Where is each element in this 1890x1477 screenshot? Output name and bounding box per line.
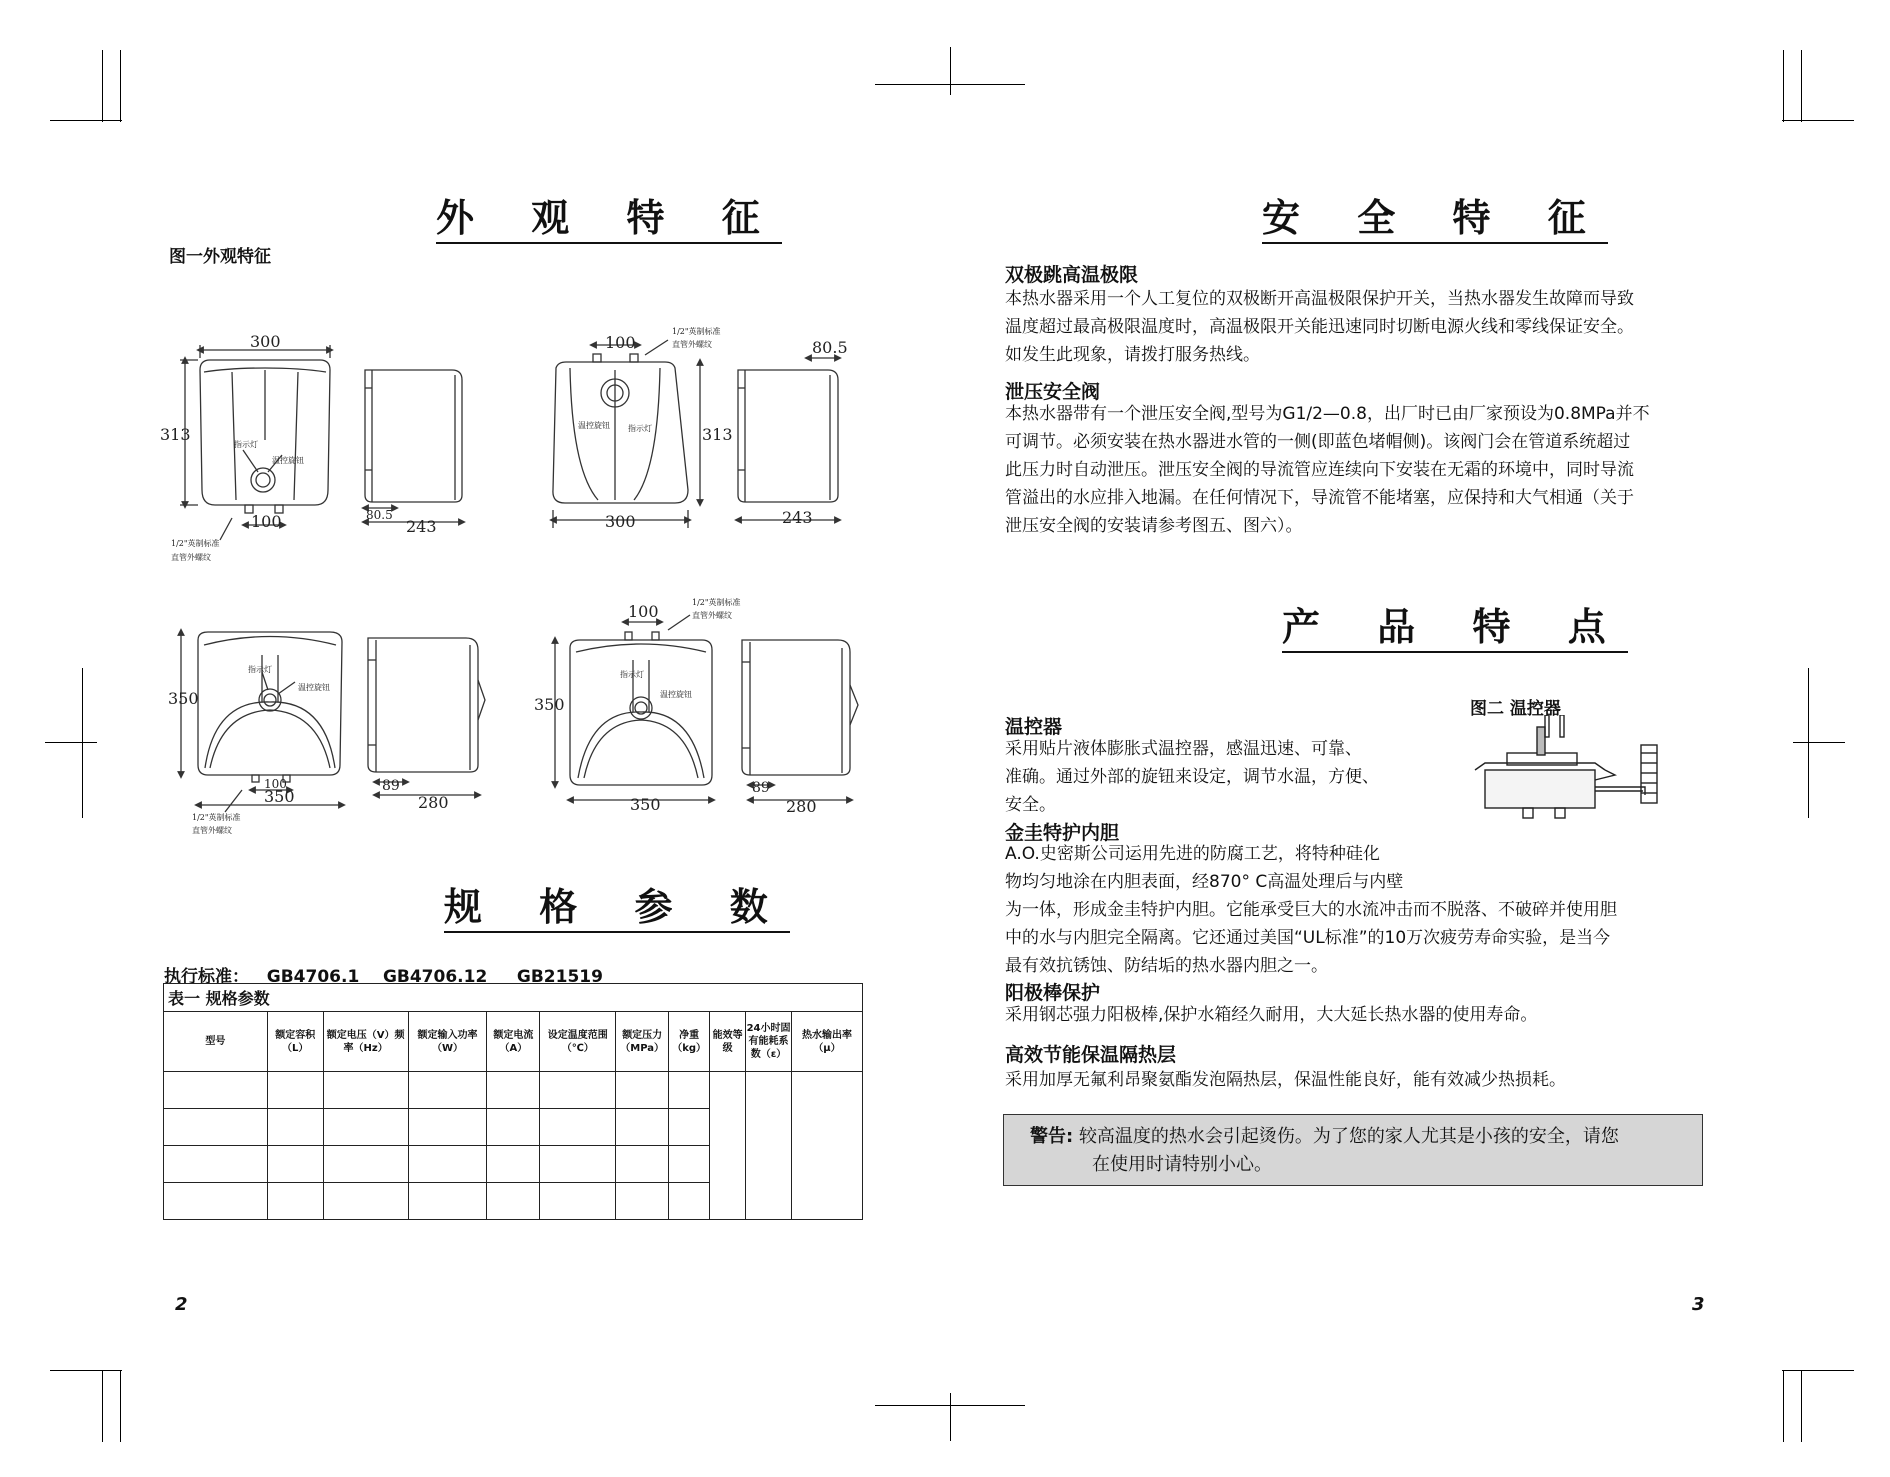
d4-height-label: 313 <box>702 425 733 444</box>
table-caption: 表一 规格参数 <box>164 984 863 1012</box>
table-header-row <box>164 1012 863 1072</box>
d5-indicator-label: 指示灯 <box>248 665 272 674</box>
d8-depth-label: 280 <box>786 797 817 816</box>
d3-pipe-note-1: 1/2"英制标准 <box>672 327 721 336</box>
drawing8-side-view <box>742 640 858 800</box>
f2-line: 为一体，形成金圭特护内胆。它能承受巨大的水流冲击而不脱落、不破碎并使用胆 <box>1005 900 1617 920</box>
f3-line: 采用钢芯强力阳极棒,保护水箱经久耐用，大大延长热水器的使用寿命。 <box>1005 1005 1538 1025</box>
d5-width-label: 350 <box>264 787 295 806</box>
header-cell: 额定压力（MPa） <box>616 1012 669 1072</box>
d4-offset-label: 80.5 <box>812 338 848 357</box>
header-cell: 额定输入功率（W） <box>408 1012 487 1072</box>
d8-offset-label: 89 <box>752 780 770 796</box>
d3-indicator-label: 指示灯 <box>628 424 652 433</box>
d2-depth-label: 243 <box>406 517 437 536</box>
d3-pipe-note-2: 直管外螺纹 <box>672 340 712 349</box>
f4-heading: 高效节能保温隔热层 <box>1005 1044 1177 1066</box>
appearance-title: 外 观 特 征 <box>436 196 782 244</box>
s2-heading: 泄压安全阀 <box>1005 381 1101 403</box>
s1-line: 如发生此现象，请拨打服务热线。 <box>1005 345 1260 365</box>
d7-top-label: 100 <box>628 602 659 621</box>
s2-line: 可调节。必须安装在热水器进水管的一侧(即蓝色堵帽侧)。该阀门会在管道系统超过 <box>1005 432 1631 452</box>
d1-pipe-note-2: 直管外螺纹 <box>171 553 211 562</box>
s2-line: 管溢出的水应排入地漏。在任何情况下，导流管不能堵塞，应保持和大气相通（关于 <box>1005 488 1634 508</box>
warning-line1: 较高温度的热水会引起烫伤。为了您的家人尤其是小孩的安全，请您 <box>1078 1126 1619 1147</box>
d5-pipe-note-1: 1/2"英制标准 <box>192 813 241 822</box>
f2-line: 最有效抗锈蚀、防结垢的热水器内胆之一。 <box>1005 956 1328 976</box>
page-number-right: 3 <box>1692 1294 1705 1315</box>
header-cell: 额定电流（A） <box>487 1012 540 1072</box>
f1-paragraph <box>1005 735 1379 819</box>
s2-paragraph <box>1005 400 1650 540</box>
d1-indicator-label: 指示灯 <box>234 440 258 449</box>
f3-heading: 阳极棒保护 <box>1005 982 1101 1004</box>
d7-pipe-note-1: 1/2"英制标准 <box>692 598 741 607</box>
spec-table <box>163 983 863 1220</box>
features-title: 产 品 特 点 <box>1282 605 1628 653</box>
f3-paragraph <box>1005 1001 1537 1029</box>
f2-line: 中的水与内胆完全隔离。它还通过美国“UL标准”的10万次疲劳寿命实验，是当今 <box>1005 928 1611 948</box>
figure1-caption: 图一外观特征 <box>169 247 271 267</box>
f1-heading: 温控器 <box>1005 716 1063 738</box>
d6-offset-label: 89 <box>382 778 400 794</box>
d7-width-label: 350 <box>630 795 661 814</box>
s1-paragraph <box>1005 285 1634 369</box>
d2-offset-label: 80.5 <box>366 508 393 522</box>
drawing2-side-view <box>365 370 462 522</box>
f2-line: 物均匀地涂在内胆表面，经870° C高温处理后与内壁 <box>1005 872 1404 892</box>
d1-width-label: 300 <box>250 332 281 351</box>
header-cell: 24小时固有能耗系数（ε） <box>746 1012 792 1072</box>
warning-box <box>1003 1114 1703 1186</box>
s1-heading: 双极跳高温极限 <box>1005 264 1139 286</box>
s1-line: 温度超过最高极限温度时，高温极限开关能迅速同时切断电源火线和零线保证安全。 <box>1005 317 1634 337</box>
header-cell: 热水输出率（μ） <box>792 1012 863 1072</box>
d1-bottom-label: 100 <box>251 512 282 531</box>
f4-line: 采用加厚无氟利昂聚氨酯发泡隔热层，保温性能良好，能有效减少热损耗。 <box>1005 1070 1566 1090</box>
warning-line2: 在使用时请特别小心。 <box>1092 1154 1272 1175</box>
spec-title: 规 格 参 数 <box>444 885 790 933</box>
drawing5-front-view <box>181 632 342 812</box>
d5-knob-label: 温控旋钮 <box>298 683 330 692</box>
table-row <box>164 1072 863 1109</box>
thermostat-image <box>1455 715 1670 825</box>
d5-pipe-note-2: 直管外螺纹 <box>192 826 232 835</box>
page-number-left: 2 <box>175 1294 188 1315</box>
d7-height-label: 350 <box>534 695 565 714</box>
drawing4-side-view <box>738 358 838 520</box>
warning-label: 警告: <box>1030 1126 1074 1147</box>
s2-line: 此压力时自动泄压。泄压安全阀的导流管应连续向下安装在无霜的环境中，同时导流 <box>1005 460 1634 480</box>
s1-line: 本热水器采用一个人工复位的双极断开高温极限保护开关，当热水器发生故障而导致 <box>1005 289 1634 309</box>
d1-knob-label: 温控旋钮 <box>272 456 304 465</box>
s2-line: 泄压安全阀的安装请参考图五、图六）。 <box>1005 516 1303 536</box>
f1-line: 采用贴片液体膨胀式温控器，感温迅速、可靠、 <box>1005 739 1362 759</box>
d7-pipe-note-2: 直管外螺纹 <box>692 611 732 620</box>
header-cell: 能效等级 <box>710 1012 746 1072</box>
d3-top-label: 100 <box>605 333 636 352</box>
s2-line: 本热水器带有一个泄压安全阀,型号为G1/2—0.8，出厂时已由厂家预设为0.8MPa并不 <box>1005 404 1650 424</box>
header-cell: 额定电压（V）频率（Hz） <box>323 1012 408 1072</box>
appearance-drawings <box>0 0 945 860</box>
drawing3-back-view <box>553 340 700 528</box>
f2-paragraph <box>1005 840 1617 980</box>
d4-depth-label: 243 <box>782 508 813 527</box>
drawing6-side-view <box>368 638 485 795</box>
header-cell: 额定容积（L） <box>267 1012 323 1072</box>
d1-height-label: 313 <box>160 425 191 444</box>
f2-line: A.O.史密斯公司运用先进的防腐工艺，将特种硅化 <box>1005 844 1380 864</box>
d5-bottom-label: 100 <box>264 777 287 791</box>
safety-title: 安 全 特 征 <box>1262 196 1608 244</box>
figure2-caption: 图二 温控器 <box>1470 699 1561 719</box>
d7-knob-label: 温控旋钮 <box>660 690 692 699</box>
header-cell: 净重（kg） <box>669 1012 710 1072</box>
f2-heading: 金圭特护内胆 <box>1005 822 1120 844</box>
header-cell: 设定温度范围（℃） <box>540 1012 616 1072</box>
d5-height-label: 350 <box>168 689 199 708</box>
f1-line: 安全。 <box>1005 795 1056 815</box>
drawing7-back-view <box>555 615 712 800</box>
d3-width-label: 300 <box>605 512 636 531</box>
standard-line: 执行标准： GB4706.1 GB4706.12 GB21519 <box>164 967 603 987</box>
f1-line: 准确。通过外部的旋钮来设定，调节水温，方便、 <box>1005 767 1379 787</box>
d1-pipe-note-1: 1/2"英制标准 <box>171 539 220 548</box>
d7-indicator-label: 指示灯 <box>620 670 644 679</box>
f4-paragraph <box>1005 1066 1566 1094</box>
d6-depth-label: 280 <box>418 793 449 812</box>
header-cell: 型号 <box>164 1012 268 1072</box>
table-caption-row <box>164 984 863 1012</box>
warning-text <box>1030 1123 1619 1179</box>
d3-knob-label: 温控旋钮 <box>578 421 610 430</box>
